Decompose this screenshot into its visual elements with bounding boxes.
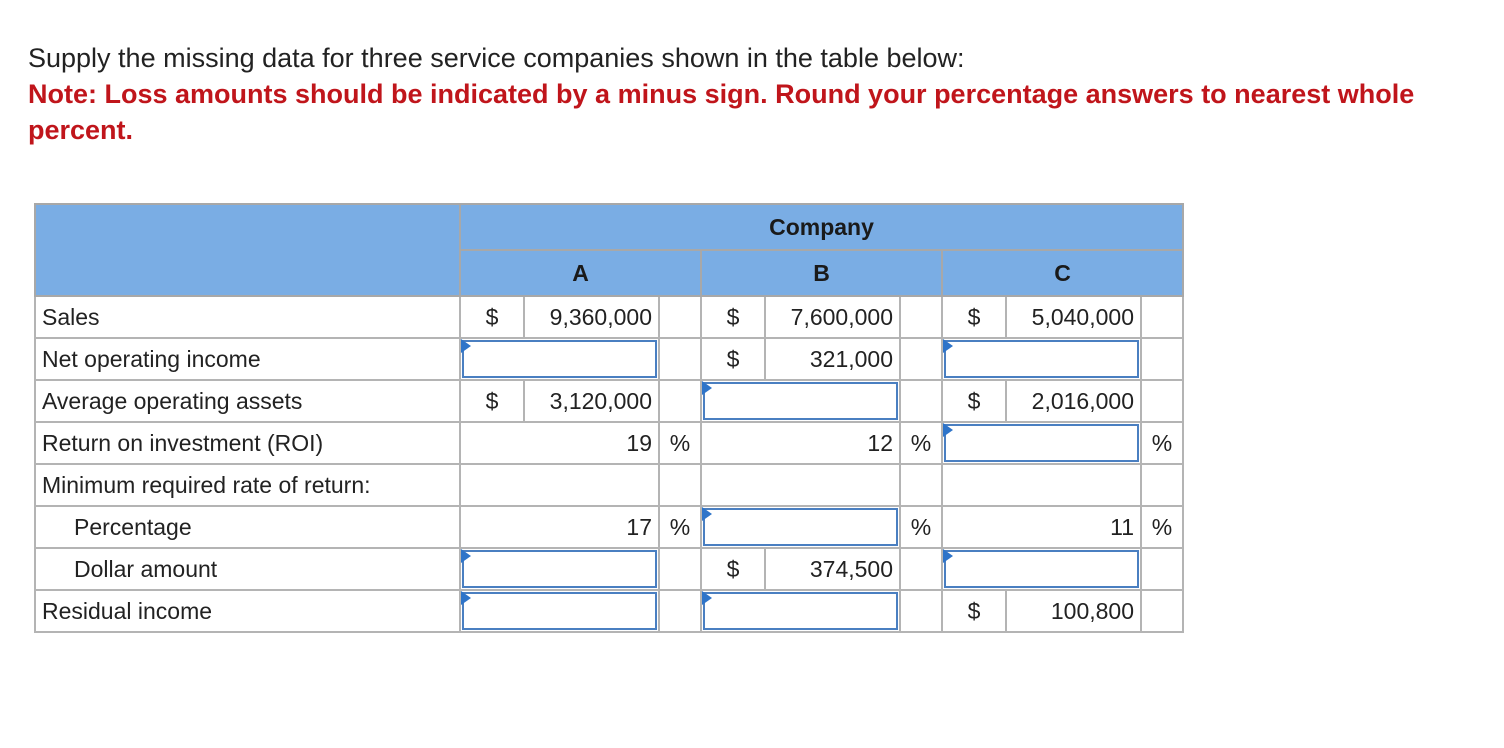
currency-symbol: $ xyxy=(942,590,1006,632)
input-flag-icon xyxy=(943,549,953,563)
row-percentage xyxy=(35,506,1183,548)
percent-symbol: % xyxy=(659,422,701,464)
row-label: Sales xyxy=(35,296,460,338)
percent-symbol: % xyxy=(659,506,701,548)
empty-cell xyxy=(900,464,942,506)
row-label: Minimum required rate of return: xyxy=(35,464,460,506)
row-average-operating-assets xyxy=(35,380,1183,422)
roi-b-value: 12 xyxy=(701,422,900,464)
residual-income-a-input[interactable] xyxy=(460,590,659,632)
average-operating-assets-c-value: 2,016,000 xyxy=(1006,380,1141,422)
dollar-amount-a-input[interactable] xyxy=(460,548,659,590)
empty-cell xyxy=(900,548,942,590)
row-min-required xyxy=(35,464,1183,506)
row-net-operating-income xyxy=(35,338,1183,380)
currency-symbol: $ xyxy=(701,338,765,380)
net-operating-income-c-input[interactable] xyxy=(942,338,1141,380)
row-label: Percentage xyxy=(35,506,460,548)
empty-cell xyxy=(1141,548,1183,590)
residual-income-b-input[interactable] xyxy=(701,590,900,632)
column-header-c: C xyxy=(942,250,1183,296)
row-label: Return on investment (ROI) xyxy=(35,422,460,464)
empty-cell xyxy=(900,590,942,632)
net-operating-income-b-value: 321,000 xyxy=(765,338,900,380)
net-operating-income-a-input[interactable] xyxy=(460,338,659,380)
dollar-amount-c-input[interactable] xyxy=(942,548,1141,590)
average-operating-assets-b-input[interactable] xyxy=(701,380,900,422)
empty-cell xyxy=(900,380,942,422)
average-operating-assets-a-value: 3,120,000 xyxy=(524,380,659,422)
currency-symbol: $ xyxy=(701,548,765,590)
percentage-b-input[interactable] xyxy=(701,506,900,548)
column-header-a: A xyxy=(460,250,701,296)
header-blank-cell xyxy=(35,204,460,296)
currency-symbol: $ xyxy=(942,296,1006,338)
row-sales xyxy=(35,296,1183,338)
input-flag-icon xyxy=(702,591,712,605)
row-label: Residual income xyxy=(35,590,460,632)
empty-cell xyxy=(1141,464,1183,506)
currency-symbol: $ xyxy=(460,296,524,338)
row-label: Average operating assets xyxy=(35,380,460,422)
empty-cell xyxy=(1141,296,1183,338)
row-label: Dollar amount xyxy=(35,548,460,590)
company-data-table xyxy=(34,203,1184,633)
empty-cell xyxy=(659,548,701,590)
input-flag-icon xyxy=(943,339,953,353)
percent-symbol: % xyxy=(900,506,942,548)
input-flag-icon xyxy=(461,339,471,353)
percent-symbol: % xyxy=(1141,422,1183,464)
column-header-b: B xyxy=(701,250,942,296)
row-roi xyxy=(35,422,1183,464)
percentage-c-value: 11 xyxy=(942,506,1141,548)
empty-cell xyxy=(659,338,701,380)
percentage-a-value: 17 xyxy=(460,506,659,548)
sales-b-value: 7,600,000 xyxy=(765,296,900,338)
empty-cell xyxy=(659,590,701,632)
roi-c-input[interactable] xyxy=(942,422,1141,464)
row-residual-income xyxy=(35,590,1183,632)
empty-cell xyxy=(701,464,900,506)
input-flag-icon xyxy=(943,423,953,437)
input-flag-icon xyxy=(461,549,471,563)
input-flag-icon xyxy=(702,381,712,395)
instructions-text: Supply the missing data for three service companies shown in the table below: xyxy=(28,43,965,73)
empty-cell xyxy=(942,464,1141,506)
empty-cell xyxy=(900,338,942,380)
residual-income-c-value: 100,800 xyxy=(1006,590,1141,632)
empty-cell xyxy=(659,380,701,422)
empty-cell xyxy=(460,464,659,506)
empty-cell xyxy=(1141,380,1183,422)
empty-cell xyxy=(1141,590,1183,632)
empty-cell xyxy=(1141,338,1183,380)
instructions xyxy=(28,40,1428,148)
empty-cell xyxy=(659,464,701,506)
currency-symbol: $ xyxy=(460,380,524,422)
row-label: Net operating income xyxy=(35,338,460,380)
percent-symbol: % xyxy=(1141,506,1183,548)
input-flag-icon xyxy=(702,507,712,521)
row-dollar-amount xyxy=(35,548,1183,590)
currency-symbol: $ xyxy=(701,296,765,338)
sales-c-value: 5,040,000 xyxy=(1006,296,1141,338)
dollar-amount-b-value: 374,500 xyxy=(765,548,900,590)
percent-symbol: % xyxy=(900,422,942,464)
currency-symbol: $ xyxy=(942,380,1006,422)
empty-cell xyxy=(659,296,701,338)
input-flag-icon xyxy=(461,591,471,605)
roi-a-value: 19 xyxy=(460,422,659,464)
empty-cell xyxy=(900,296,942,338)
sales-a-value: 9,360,000 xyxy=(524,296,659,338)
company-group-header: Company xyxy=(460,204,1183,250)
instructions-note: Note: Loss amounts should be indicated by a minus sign. Round your percentage answers to nearest whole percent. xyxy=(28,79,1415,145)
